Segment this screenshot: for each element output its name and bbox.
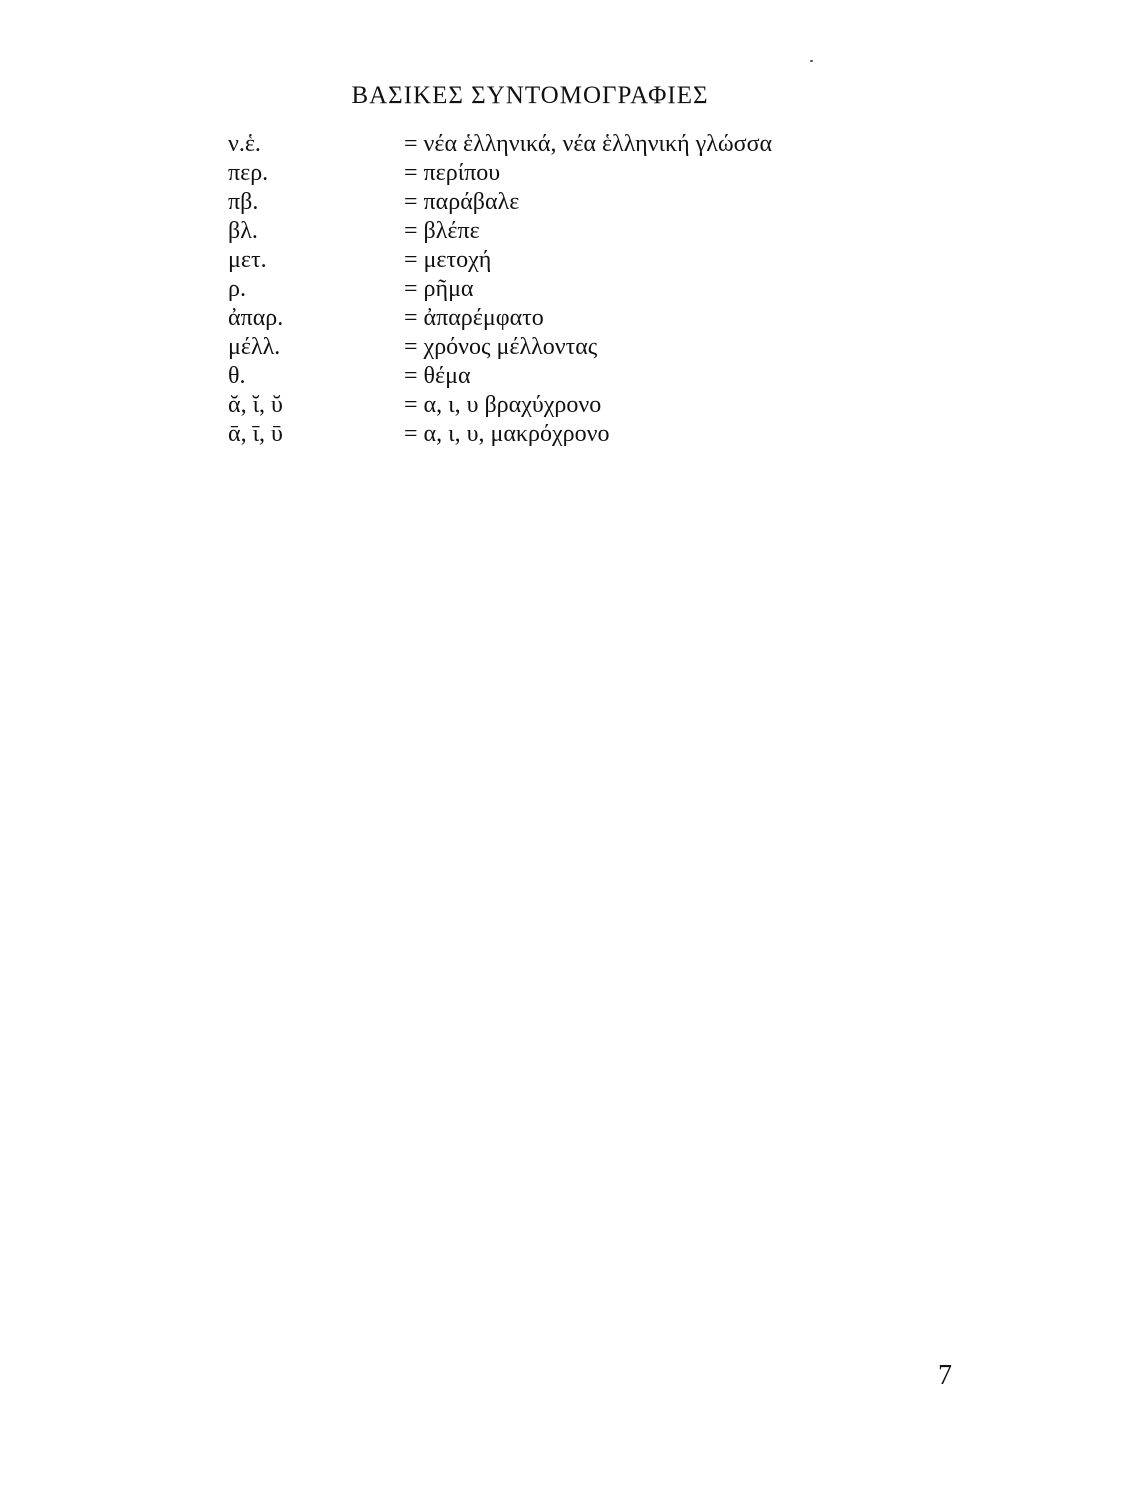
abbreviation-term: μετ. xyxy=(228,247,267,273)
abbreviation-definition: = ρῆμα xyxy=(404,276,474,302)
list-item xyxy=(228,391,868,420)
list-item xyxy=(228,362,868,391)
abbreviation-list xyxy=(228,130,868,449)
abbreviation-term: βλ. xyxy=(228,218,258,244)
abbreviation-term: ᾰ, ῐ, ῠ xyxy=(228,392,283,418)
abbreviation-term: ἀπαρ. xyxy=(228,305,284,331)
list-item xyxy=(228,217,868,246)
scan-speck xyxy=(810,60,813,62)
abbreviation-definition: = περίπου xyxy=(404,160,501,186)
abbreviation-definition: = α, ι, υ, μακρόχρονο xyxy=(404,421,610,447)
abbreviation-term: ρ. xyxy=(228,276,246,302)
page-number: 7 xyxy=(938,1360,952,1391)
abbreviation-definition: = α, ι, υ βραχύχρονο xyxy=(404,392,602,418)
list-item xyxy=(228,304,868,333)
abbreviation-definition: = νέα ἑλληνικά, νέα ἑλληνική γλώσσα xyxy=(404,131,773,157)
abbreviation-term: θ. xyxy=(228,363,246,389)
abbreviation-definition: = παράβαλε xyxy=(404,189,520,215)
abbreviation-term: ᾱ, ῑ, ῡ xyxy=(228,421,283,447)
list-item xyxy=(228,420,868,449)
list-item xyxy=(228,246,868,275)
list-item xyxy=(228,188,868,217)
abbreviation-definition: = χρόνος μέλλοντας xyxy=(404,334,598,360)
abbreviation-definition: = θέμα xyxy=(404,363,471,389)
abbreviation-definition: = μετοχή xyxy=(404,247,492,273)
abbreviation-term: μέλλ. xyxy=(228,334,281,360)
list-item xyxy=(228,130,868,159)
list-item xyxy=(228,275,868,304)
abbreviation-definition: = ἀπαρέμφατο xyxy=(404,305,544,331)
page-title: ΒΑΣΙΚΕΣ ΣΥΝΤΟΜΟΓΡΑΦΙΕΣ xyxy=(351,82,709,109)
abbreviation-term: περ. xyxy=(228,160,269,186)
list-item xyxy=(228,333,868,362)
abbreviation-term: πβ. xyxy=(228,189,259,215)
abbreviation-definition: = βλέπε xyxy=(404,218,480,244)
abbreviation-term: ν.ἑ. xyxy=(228,131,261,157)
list-item xyxy=(228,159,868,188)
